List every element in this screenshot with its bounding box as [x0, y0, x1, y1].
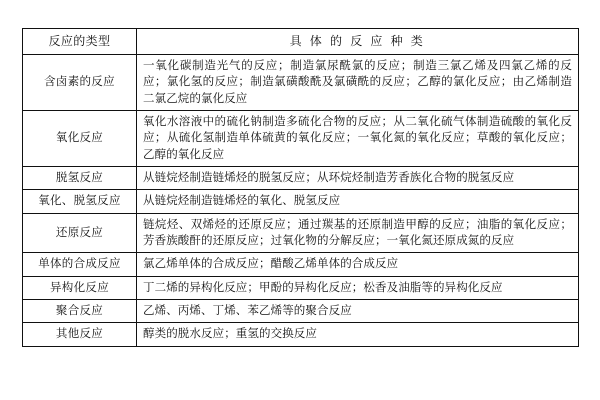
table-body — [23, 55, 579, 347]
table-row — [23, 213, 579, 253]
reaction-type: 还原反应 — [23, 213, 137, 253]
table-row — [23, 167, 579, 190]
reaction-description: 从链烷烃制造链烯烃的氧化、脱氢反应 — [137, 190, 579, 213]
reaction-type: 氧化反应 — [23, 111, 137, 167]
table-header — [23, 29, 579, 55]
column-header-type: 反应的类型 — [23, 29, 137, 55]
reaction-description: 氧化水溶液中的硫化钠制造多硫化合物的反应；从二氧化硫气体制造硫酸的氧化反应；从硫化氢制造单体硫黄的氧化反应；一氧化氮的氧化反应；草酸的氧化反应；乙醇的氧化反应 — [137, 111, 579, 167]
reaction-description: 链烷烃、双烯烃的还原反应；通过羰基的还原制造甲醇的反应；油脂的氧化反应；芳香族酸酐的还原反应；过氧化物的分解反应；一氧化氮还原成氮的反应 — [137, 213, 579, 253]
reaction-type: 氧化、脱氢反应 — [23, 190, 137, 213]
reaction-description: 乙烯、丙烯、丁烯、苯乙烯等的聚合反应 — [137, 299, 579, 322]
reaction-types-table — [22, 28, 579, 347]
reaction-description: 从链烷烃制造链烯烃的脱氢反应；从环烷烃制造芳香族化合物的脱氢反应 — [137, 167, 579, 190]
reaction-type: 其他反应 — [23, 323, 137, 346]
reaction-type: 含卤素的反应 — [23, 55, 137, 111]
reaction-description: 丁二烯的异构化反应；甲酚的异构化反应；松香及油脂等的异构化反应 — [137, 276, 579, 299]
reaction-type: 单体的合成反应 — [23, 253, 137, 276]
reaction-description: 醇类的脱水反应；重氢的交换反应 — [137, 323, 579, 346]
reaction-type: 脱氢反应 — [23, 167, 137, 190]
table-header-row — [23, 29, 579, 55]
reaction-type: 聚合反应 — [23, 299, 137, 322]
reaction-description: 一氧化碳制造光气的反应；制造氯尿酰氯的反应；制造三氯乙烯及四氯乙烯的反应；氯化氢的反应；制造氯磺酸酰及氯磺酰的反应；乙醇的氯化反应；由乙烯制造二氯乙烷的氯化反应 — [137, 55, 579, 111]
reaction-description: 氯乙烯单体的合成反应；醋酸乙烯单体的合成反应 — [137, 253, 579, 276]
table-row — [23, 111, 579, 167]
table-row — [23, 276, 579, 299]
table-row — [23, 253, 579, 276]
table-row — [23, 190, 579, 213]
table-row — [23, 323, 579, 346]
table-row — [23, 55, 579, 111]
column-header-description: 具 体 的 反 应 种 类 — [137, 29, 579, 55]
table-row — [23, 299, 579, 322]
reaction-type: 异构化反应 — [23, 276, 137, 299]
